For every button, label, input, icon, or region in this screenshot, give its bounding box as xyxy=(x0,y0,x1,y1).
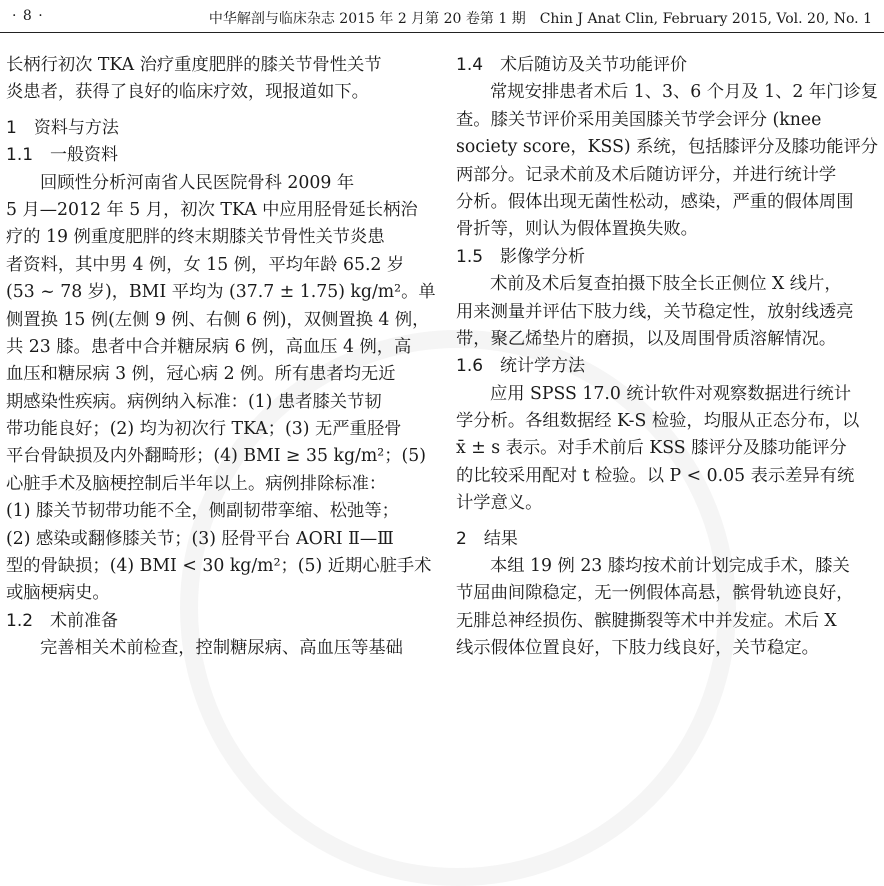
body-text-line: 常规安排患者术后 1、3、6 个月及 1、2 年门诊复 xyxy=(490,82,879,103)
body-text-line: 长柄行初次 TKA 治疗重度肥胖的膝关节骨性关节 xyxy=(6,55,382,75)
body-text-line: 两部分。记录术前及术后随访评分，并进行统计学 xyxy=(456,164,837,185)
body-text-line: 查。膝关节评价采用美国膝关节学会评分 (knee xyxy=(456,109,822,130)
body-text-line: 的比较采用配对 t 检验。以 P < 0.05 表示差异有统 xyxy=(456,465,855,486)
body-text-line: 炎患者，获得了良好的临床疗效，现报道如下。 xyxy=(6,82,369,103)
body-text-line: 节屈曲间隙稳定，无一例假体高悬，髌骨轨迹良好， xyxy=(456,583,854,604)
body-text-line: x̄ ± s 表示。对手术前后 KSS 膝评分及膝功能评分 xyxy=(456,438,847,459)
header-rule xyxy=(0,32,884,33)
body-text-line: (53 ~ 78 岁)，BMI 平均为 (37.7 ± 1.75) kg/m²。单 xyxy=(6,282,436,303)
left-column xyxy=(6,52,436,663)
body-text-line: 应用 SPSS 17.0 统计软件对观察数据进行统计 xyxy=(490,383,852,404)
body-text-line: 学分析。各组数据经 K-S 检验，均服从正态分布，以 xyxy=(456,411,860,432)
body-text-line: 期感染性疾病。病例纳入标准：(1) 患者膝关节韧 xyxy=(6,391,382,412)
body-text-line: (2) 感染或翻修膝关节；(3) 胫骨平台 AORI Ⅱ—Ⅲ xyxy=(6,528,394,549)
section-heading: 1.5 影像学分析 xyxy=(456,246,586,267)
section-heading: 1.1 一般资料 xyxy=(6,145,119,166)
body-text-line: 血压和糖尿病 3 例，冠心病 2 例。所有患者均无近 xyxy=(6,364,396,385)
body-text-line: 者资料，其中男 4 例，女 15 例，平均年龄 65.2 岁 xyxy=(6,254,405,275)
body-text-line: society score，KSS) 系统，包括膝评分及膝功能评分 xyxy=(456,137,879,158)
section-heading: 2 结果 xyxy=(456,528,518,549)
section-heading: 1.6 统计学方法 xyxy=(456,356,586,377)
body-text-line: 回顾性分析河南省人民医院骨科 2009 年 xyxy=(40,172,355,193)
body-text-line: 5 月—2012 年 5 月，初次 TKA 中应用胫骨延长柄治 xyxy=(6,199,418,220)
running-header xyxy=(0,0,884,30)
body-text-line: 术前及术后复查拍摄下肢全长正侧位 X 线片， xyxy=(490,274,842,295)
body-text-line: 带功能良好；(2) 均为初次行 TKA；(3) 无严重胫骨 xyxy=(6,419,402,440)
body-text-line: 线示假体位置良好，下肢力线良好，关节稳定。 xyxy=(456,638,819,659)
body-text-line: 或脑梗病史。 xyxy=(6,583,110,604)
body-text-line: 无腓总神经损伤、髌腱撕裂等术中并发症。术后 X xyxy=(456,610,837,631)
page-number: · 8 · xyxy=(12,8,44,24)
body-text-line: 疗的 19 例重度肥胖的终末期膝关节骨性关节炎患 xyxy=(6,227,385,248)
section-heading: 1 资料与方法 xyxy=(6,117,119,138)
body-text-line: 计学意义。 xyxy=(456,493,543,514)
body-text-line: (1) 膝关节韧带功能不全，侧副韧带挛缩、松弛等； xyxy=(6,501,399,522)
right-column xyxy=(456,52,884,663)
body-text-line: 本组 19 例 23 膝均按术前计划完成手术，膝关 xyxy=(490,556,850,577)
body-text-line: 用来测量并评估下肢力线，关节稳定性，放射线透亮 xyxy=(456,301,854,322)
body-text-line: 型的骨缺损；(4) BMI < 30 kg/m²；(5) 近期心脏手术 xyxy=(6,556,432,577)
journal-citation: 中华解剖与临床杂志 2015 年 2 月第 20 卷第 1 期 Chin J Anat Clin, February 2015, Vol. 20, No. 1 xyxy=(208,11,872,27)
body-text-line: 侧置换 15 例(左侧 9 例、右侧 6 例)，双侧置换 4 例， xyxy=(6,309,430,330)
body-text-line: 带，聚乙烯垫片的磨损，以及周围骨质溶解情况。 xyxy=(456,328,837,349)
section-heading: 1.4 术后随访及关节功能评价 xyxy=(456,55,688,75)
body-text-line: 分析。假体出现无菌性松动，感染，严重的假体周围 xyxy=(456,191,854,212)
section-heading: 1.2 术前准备 xyxy=(6,610,119,631)
body-text-line: 共 23 膝。患者中合并糖尿病 6 例，高血压 4 例，高 xyxy=(6,336,412,357)
body-text-line: 平台骨缺损及内外翻畸形；(4) BMI ≥ 35 kg/m²；(5) xyxy=(6,446,426,467)
body-text-line: 心脏手术及脑梗控制后半年以上。病例排除标准： xyxy=(6,473,387,494)
body-text-line: 完善相关术前检查，控制糖尿病、高血压等基础 xyxy=(40,638,403,659)
body-text-line: 骨折等，则认为假体置换失败。 xyxy=(456,219,698,240)
